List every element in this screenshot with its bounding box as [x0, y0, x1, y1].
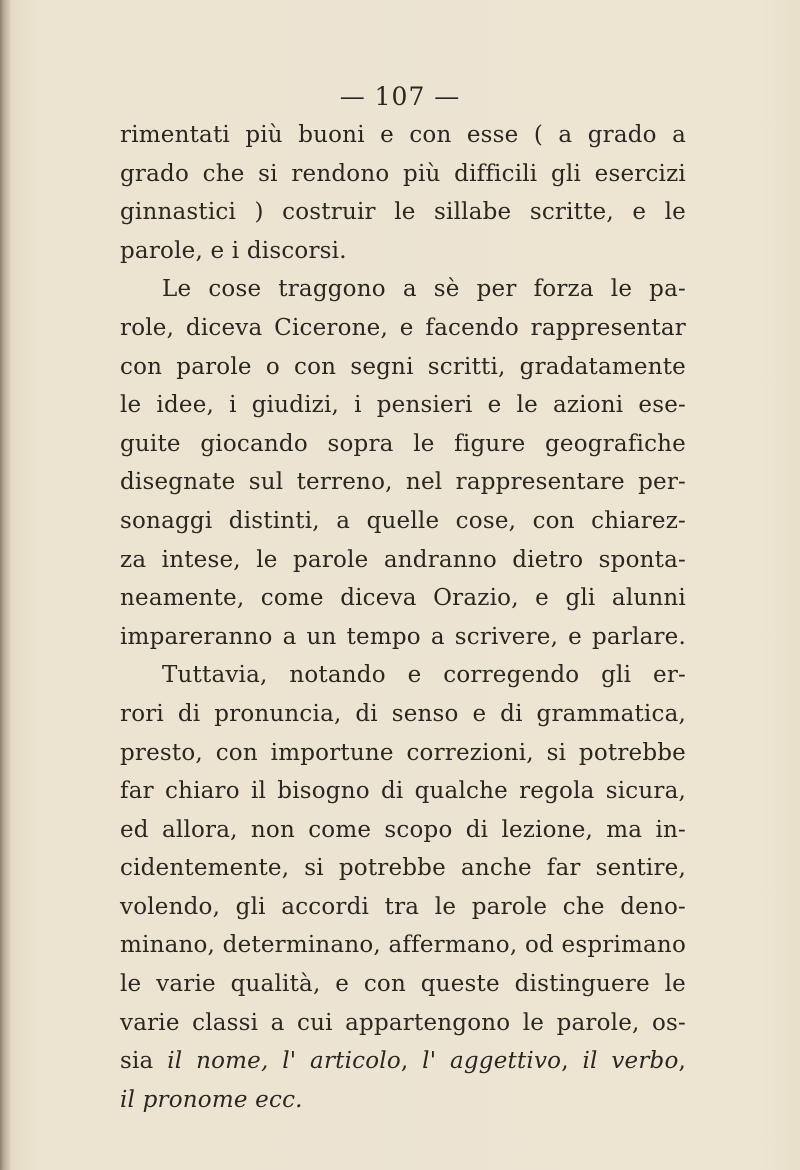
text-line-with-italics: sia il nome, l' articolo, l' aggettivo, il verbo,	[120, 1048, 687, 1075]
text-line: varie classi a cui appartengono le parole, os-	[120, 1009, 686, 1036]
text-fragment: sia	[120, 1048, 154, 1075]
text-line: role, diceva Cicerone, e facendo rappresentar	[120, 314, 686, 341]
text-line: guite giocando sopra le figure geografiche	[120, 430, 686, 457]
text-line: ginnastici ) costruir le sillabe scritte, e le	[120, 199, 686, 226]
text-line: Tuttavia, notando e corregendo gli er-	[162, 662, 686, 689]
text-line: rimentati più buoni e con esse ( a grado a	[120, 122, 686, 148]
text-line: grado che si rendono più difficili gli esercizi	[120, 160, 686, 187]
text-line: volendo, gli accordi tra le parole che deno-	[120, 893, 686, 920]
italic-term: il nome, l' articolo	[167, 1048, 401, 1075]
italic-term: l' aggettivo	[422, 1048, 562, 1075]
text-line: cidentemente, si potrebbe anche far sentire,	[120, 855, 686, 882]
text-line: far chiaro il bisogno di qualche regola sicura,	[120, 778, 686, 805]
text-line: impareranno a un tempo a scrivere, e parlare.	[120, 623, 686, 650]
text-line: Le cose traggono a sè per forza le pa-	[162, 276, 686, 303]
text-line-italic	[120, 1081, 686, 1120]
text-line: sonaggi distinti, a quelle cose, con chiarez-	[120, 507, 686, 534]
text-line: disegnate sul terreno, nel rappresentare per-	[120, 469, 686, 496]
text-line: parole, e i discorsi.	[120, 237, 347, 264]
text-line: le varie qualità, e con queste distinguere le	[120, 971, 686, 998]
page-binding-edge	[0, 0, 10, 1170]
text-line: minano, determinano, affermano, od esprimano	[120, 932, 686, 959]
text-line: za intese, le parole andranno dietro sponta-	[120, 546, 686, 573]
text-line: presto, con importune correzioni, si potrebbe	[120, 739, 686, 766]
text-line: le idee, i giudizi, i pensieri e le azioni ese-	[120, 392, 686, 419]
text-line: ed allora, non come scopo di lezione, ma in-	[120, 816, 686, 843]
text-line: rori di pronuncia, di senso e di grammatica,	[120, 700, 686, 727]
body-text	[120, 116, 686, 1119]
text-line: neamente, come diceva Orazio, e gli alunni	[120, 585, 686, 612]
italic-term: il pronome ecc.	[120, 1086, 303, 1113]
page-number: — 107 —	[339, 82, 461, 111]
text-line: con parole o con segni scritti, gradatamente	[120, 353, 686, 380]
italic-term: il verbo	[582, 1048, 679, 1075]
